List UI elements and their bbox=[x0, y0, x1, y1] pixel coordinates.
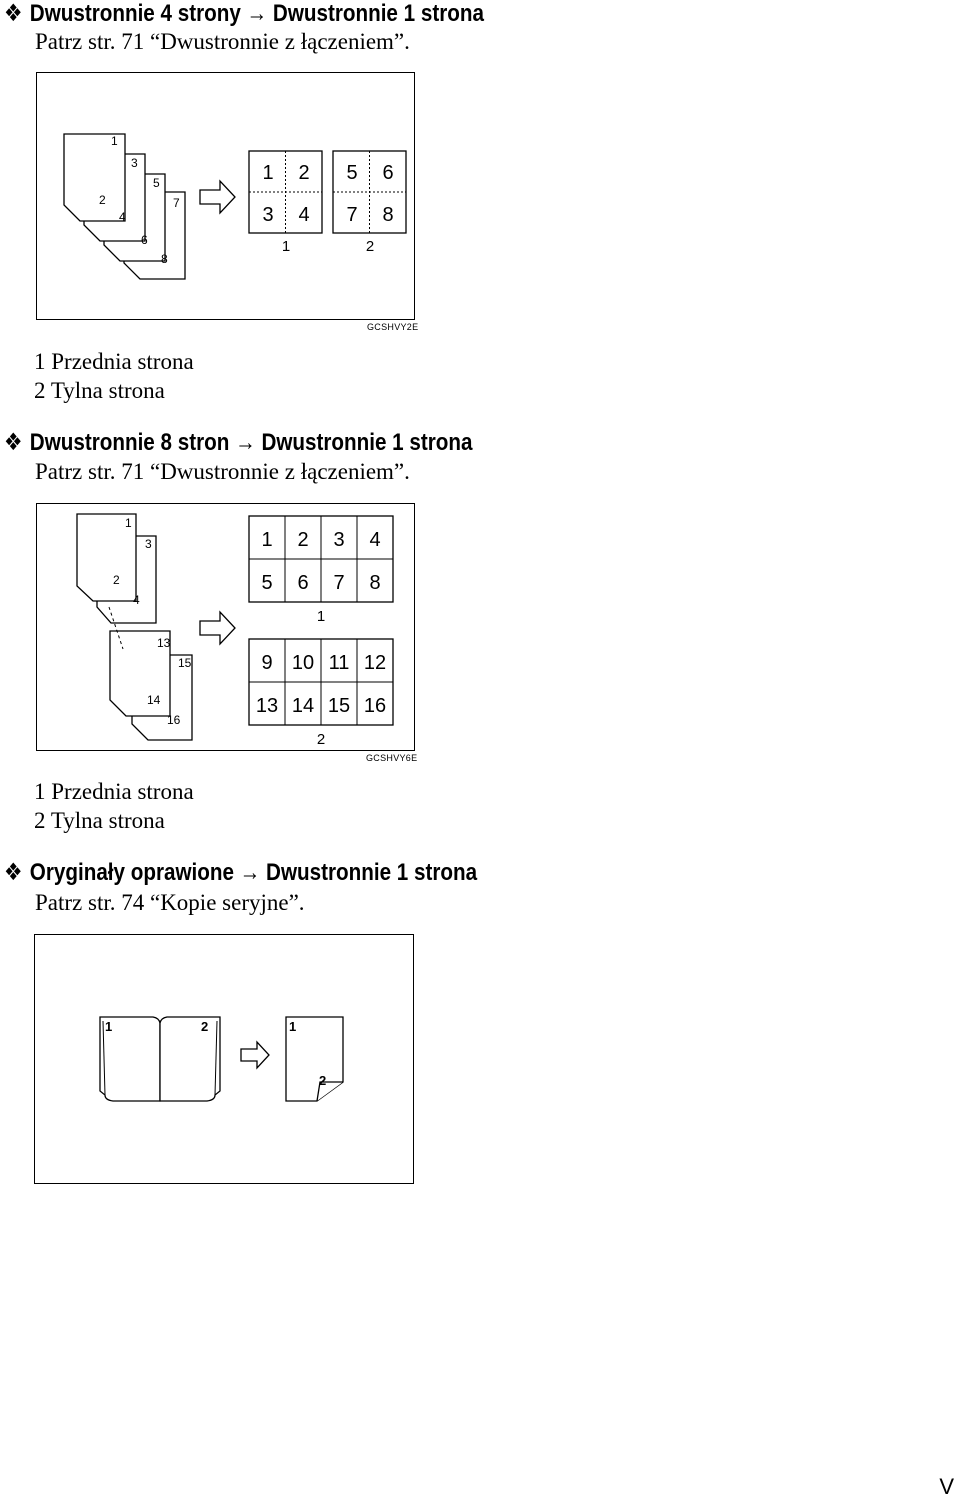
diamond-bullet-icon: ❖ bbox=[4, 859, 23, 886]
sheet1-page-7: 7 bbox=[333, 572, 345, 594]
section-1-heading bbox=[4, 0, 484, 28]
sheet1-page-3: 3 bbox=[333, 529, 345, 551]
section-2-title: Dwustronnie 8 stron → Dwustronnie 1 strona bbox=[29, 429, 473, 456]
book-right-page bbox=[160, 1017, 220, 1101]
diamond-bullet-icon: ❖ bbox=[4, 429, 23, 456]
sheet2-page-12: 12 bbox=[363, 652, 387, 674]
sheet-number-1: 1 bbox=[281, 238, 291, 255]
orig-label-16: 16 bbox=[167, 713, 181, 727]
orig-label-6: 6 bbox=[141, 233, 148, 247]
legend-front-side: 1 Przednia strona bbox=[34, 779, 194, 804]
sheet2-page-6: 6 bbox=[382, 162, 394, 184]
sheet1-page-2: 2 bbox=[298, 162, 310, 184]
sheet1-page-6: 6 bbox=[297, 572, 309, 594]
figure-1-drawing bbox=[37, 73, 416, 321]
figure-duplex-4-pages bbox=[36, 72, 415, 320]
diamond-bullet-icon: ❖ bbox=[4, 0, 23, 27]
sheet2-page-14: 14 bbox=[291, 695, 315, 717]
result-page-1: 1 bbox=[289, 1019, 297, 1034]
section-3-reference: Patrz str. 74 “Kopie seryjne”. bbox=[35, 890, 305, 915]
sheet1-page-4: 4 bbox=[369, 529, 381, 551]
sheet1-page-4: 4 bbox=[298, 204, 310, 226]
sheet1-page-5: 5 bbox=[261, 572, 273, 594]
section-3-heading bbox=[4, 859, 477, 887]
sheet-number-2: 2 bbox=[316, 731, 326, 748]
sheet2-page-8: 8 bbox=[382, 204, 394, 226]
arrow-right-icon bbox=[241, 1042, 269, 1068]
sheet2-page-5: 5 bbox=[346, 162, 358, 184]
legend-back-side: 2 Tylna strona bbox=[34, 378, 165, 403]
legend-front-side: 1 Przednia strona bbox=[34, 349, 194, 374]
sheet1-page-1: 1 bbox=[261, 529, 273, 551]
sheet1-page-1: 1 bbox=[262, 162, 274, 184]
sheet2-page-16: 16 bbox=[363, 695, 387, 717]
section-2-reference: Patrz str. 71 “Dwustronnie z łączeniem”. bbox=[35, 459, 410, 484]
sheet-number-2: 2 bbox=[365, 238, 375, 255]
sheet2-page-7: 7 bbox=[346, 204, 358, 226]
figure-bound-originals bbox=[34, 934, 414, 1184]
orig-label-5: 5 bbox=[153, 176, 160, 190]
book-page-2: 2 bbox=[201, 1019, 209, 1034]
orig-label-3: 3 bbox=[145, 537, 152, 551]
sheet2-page-9: 9 bbox=[261, 652, 273, 674]
figure-2-drawing bbox=[37, 504, 416, 752]
sheet1-page-2: 2 bbox=[297, 529, 309, 551]
orig-label-13: 13 bbox=[157, 636, 171, 650]
figure-duplex-8-pages bbox=[36, 503, 415, 751]
figure-1-code: GCSHVY2E bbox=[367, 322, 419, 332]
orig-label-1: 1 bbox=[111, 134, 118, 148]
sheet2-page-10: 10 bbox=[291, 652, 315, 674]
sheet2-page-13: 13 bbox=[255, 695, 279, 717]
orig-label-3: 3 bbox=[131, 156, 138, 170]
orig-label-4: 4 bbox=[133, 593, 140, 607]
orig-label-2: 2 bbox=[99, 193, 106, 207]
section-3-title: Oryginały oprawione → Dwustronnie 1 strona bbox=[29, 859, 478, 886]
sheet2-page-11: 11 bbox=[328, 652, 350, 674]
arrow-right-icon bbox=[200, 181, 235, 213]
result-page-2: 2 bbox=[319, 1073, 327, 1088]
orig-label-15: 15 bbox=[178, 656, 192, 670]
section-1-title: Dwustronnie 4 strony → Dwustronnie 1 strona bbox=[29, 0, 484, 27]
orig-label-4: 4 bbox=[119, 210, 126, 224]
arrow-right-icon bbox=[200, 612, 235, 644]
orig-label-1: 1 bbox=[125, 516, 132, 530]
figure-3-drawing bbox=[35, 935, 415, 1185]
orig-label-8: 8 bbox=[161, 252, 168, 266]
section-1-reference: Patrz str. 71 “Dwustronnie z łączeniem”. bbox=[35, 29, 410, 54]
sheet-number-1: 1 bbox=[316, 608, 326, 625]
figure-2-code: GCSHVY6E bbox=[366, 753, 418, 763]
sheet2-page-15: 15 bbox=[327, 695, 351, 717]
section-2-heading bbox=[4, 429, 472, 457]
sheet1-page-3: 3 bbox=[262, 204, 274, 226]
orig-label-7: 7 bbox=[173, 196, 180, 210]
page-letter: V bbox=[939, 1474, 954, 1499]
orig-label-14: 14 bbox=[147, 693, 161, 707]
book-page-1: 1 bbox=[105, 1019, 113, 1034]
legend-back-side: 2 Tylna strona bbox=[34, 808, 165, 833]
orig-label-2: 2 bbox=[113, 573, 120, 587]
sheet1-page-8: 8 bbox=[369, 572, 381, 594]
